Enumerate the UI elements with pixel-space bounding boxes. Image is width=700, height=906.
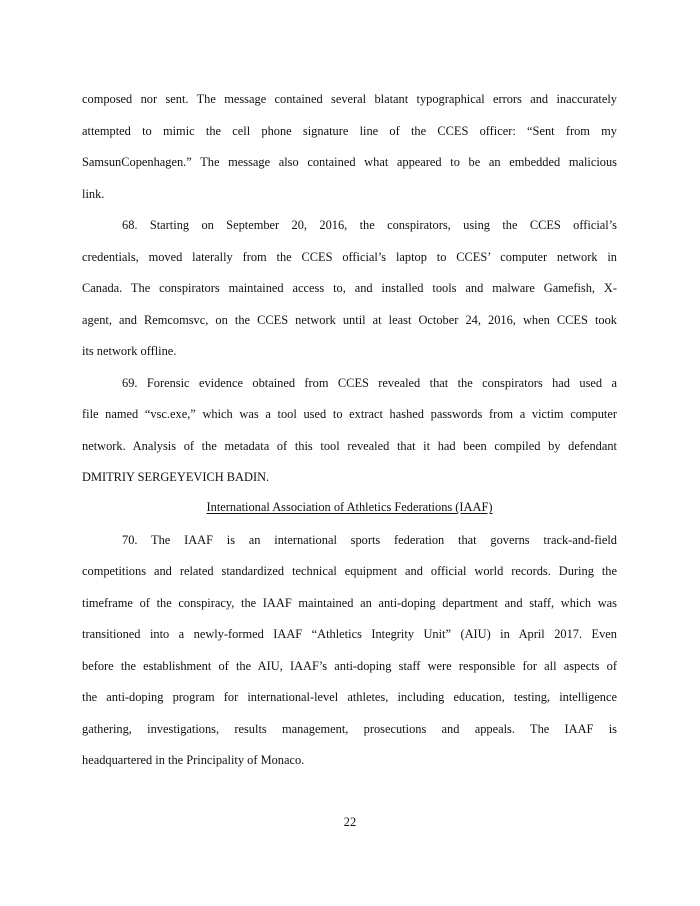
body-line: network. Analysis of the metadata of this tool revealed that it had been compiled by defendant xyxy=(82,439,617,453)
section-heading-text: International Association of Athletics Federations (IAAF) xyxy=(206,500,493,514)
body-line: its network offline. xyxy=(82,344,177,358)
body-line: link. xyxy=(82,187,105,201)
body-line: agent, and Remcomsvc, on the CCES network until at least October 24, 2016, when CCES took xyxy=(82,313,617,327)
body-line: credentials, moved laterally from the CCES official’s laptop to CCES’ computer network in xyxy=(82,250,617,264)
body-line: SamsunCopenhagen.” The message also contained what appeared to be an embedded malicious xyxy=(82,155,617,169)
section-heading xyxy=(82,498,617,516)
paragraph-69-first-line: 69. Forensic evidence obtained from CCES revealed that the conspirators had used a xyxy=(122,376,617,390)
body-line: the anti-doping program for international-level athletes, including education, testing, intelligence xyxy=(82,690,617,704)
body-line: file named “vsc.exe,” which was a tool used to extract hashed passwords from a victim computer xyxy=(82,407,617,421)
body-line: attempted to mimic the cell phone signature line of the CCES officer: “Sent from my xyxy=(82,124,617,138)
paragraph-70-first-line: 70. The IAAF is an international sports federation that governs track-and-field xyxy=(122,533,617,547)
page-number: 22 xyxy=(343,815,357,829)
body-line: before the establishment of the AIU, IAAF’s anti-doping staff were responsible for all aspects of xyxy=(82,659,617,673)
body-line: competitions and related standardized technical equipment and official world records. During the xyxy=(82,564,617,578)
body-line: headquartered in the Principality of Monaco. xyxy=(82,753,305,767)
body-line: transitioned into a newly-formed IAAF “Athletics Integrity Unit” (AIU) in April 2017. Even xyxy=(82,627,617,641)
body-line: gathering, investigations, results management, prosecutions and appeals. The IAAF is xyxy=(82,722,617,736)
body-line: DMITRIY SERGEYEVICH BADIN. xyxy=(82,470,270,484)
body-line: timeframe of the conspiracy, the IAAF maintained an anti-doping department and staff, which was xyxy=(82,596,617,610)
body-line: composed nor sent. The message contained several blatant typographical errors and inaccurately xyxy=(82,92,617,106)
paragraph-68-first-line: 68. Starting on September 20, 2016, the conspirators, using the CCES official’s xyxy=(122,218,617,232)
body-line: Canada. The conspirators maintained access to, and installed tools and malware Gamefish, X- xyxy=(82,281,617,295)
